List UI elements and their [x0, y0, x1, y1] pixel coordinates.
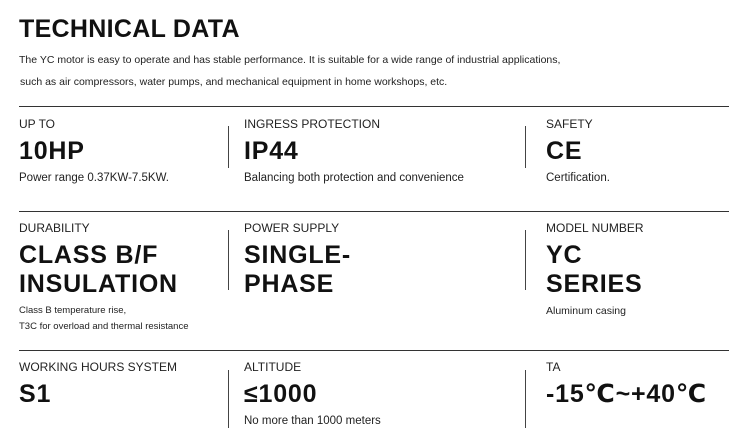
spec-label: UP TO: [19, 117, 56, 131]
spec-value: YC SERIES: [546, 241, 643, 298]
spec-description-line: Class B temperature rise,: [19, 305, 127, 316]
spec-altitude: [244, 360, 381, 429]
column-divider: [228, 126, 229, 168]
spec-value: ≤1000: [244, 380, 318, 408]
spec-label: INGRESS PROTECTION: [244, 117, 381, 131]
spec-value: 10HP: [19, 137, 85, 165]
spec-model-number: [546, 221, 644, 319]
spec-description: Balancing both protection and convenience: [244, 172, 464, 184]
spec-ingress-protection: [244, 117, 464, 186]
divider-row-1: [19, 106, 729, 107]
spec-label: ALTITUDE: [244, 360, 302, 374]
spec-durability: [19, 221, 189, 335]
spec-description: Aluminum casing: [546, 305, 626, 317]
spec-label: WORKING HOURS SYSTEM: [19, 360, 178, 374]
column-divider: [525, 370, 526, 428]
spec-value: CE: [546, 137, 583, 165]
spec-value: -15℃~+40℃: [546, 380, 707, 408]
column-divider: [228, 230, 229, 290]
spec-safety: [546, 117, 610, 186]
spec-value: CLASS B/F INSULATION: [19, 241, 178, 298]
spec-value: IP44: [244, 137, 299, 165]
divider-row-2: [19, 211, 729, 212]
spec-power: [19, 117, 169, 186]
spec-label: MODEL NUMBER: [546, 221, 644, 235]
spec-label: DURABILITY: [19, 221, 90, 235]
spec-working-hours: [19, 360, 177, 409]
intro-text: [19, 49, 719, 93]
intro-line-1: The YC motor is easy to operate and has stable performance. It is suitable for a wide range of industrial applications,: [19, 54, 561, 66]
spec-description: [19, 303, 189, 335]
spec-value: SINGLE- PHASE: [244, 241, 351, 298]
spec-label: TA: [546, 360, 561, 374]
spec-description-line: T3C for overload and thermal resistance: [19, 321, 189, 332]
spec-power-supply: [244, 221, 351, 299]
spec-description: Certification.: [546, 172, 610, 184]
spec-description: No more than 1000 meters: [244, 415, 381, 427]
spec-value: S1: [19, 380, 52, 408]
column-divider: [525, 126, 526, 168]
spec-ambient-temperature: [546, 360, 707, 409]
column-divider: [228, 370, 229, 428]
spec-label: SAFETY: [546, 117, 593, 131]
spec-label: POWER SUPPLY: [244, 221, 340, 235]
intro-line-2: such as air compressors, water pumps, and mechanical equipment in home workshops, etc.: [20, 76, 448, 88]
page-title: TECHNICAL DATA: [19, 15, 240, 43]
spec-description: Power range 0.37KW-7.5KW.: [19, 172, 169, 184]
divider-row-3: [19, 350, 729, 351]
column-divider: [525, 230, 526, 290]
